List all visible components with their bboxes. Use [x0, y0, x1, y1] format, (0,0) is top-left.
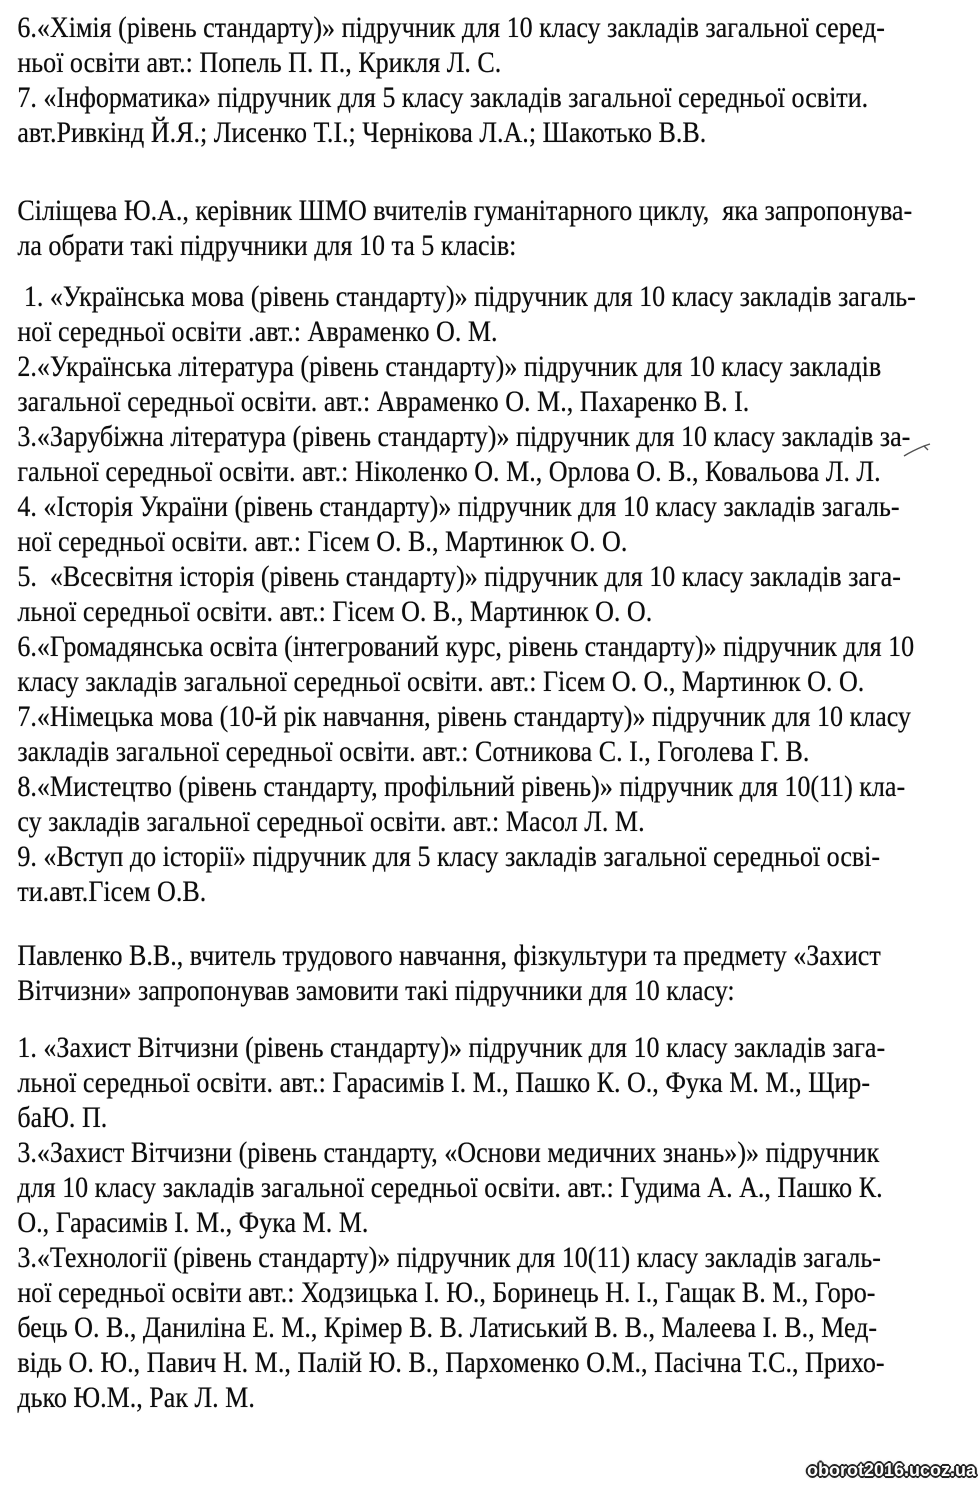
list-line: 8.«Мистецтво (рівень стандарту, профільний рівень)» підручник для 10(11) кла-	[17, 770, 906, 803]
list-line: О., Гарасимів І. М., Фука М. М.	[17, 1206, 369, 1239]
section-textbook-list-defense	[17, 1030, 978, 1415]
section-textbook-list-top	[17, 10, 978, 150]
list-line: 9. «Вступ до історії» підручник для 5 класу закладів загальної середньої осві-	[17, 840, 881, 873]
watermark-text: oborot2016.ucoz.ua	[806, 1460, 976, 1480]
list-line: ти.авт.Гісем О.В.	[17, 875, 207, 908]
list-line: ної середньої освіти. авт.: Гісем О. В., Мартинюк О. О.	[17, 525, 628, 558]
list-line: 3.«Технології (рівень стандарту)» підручник для 10(11) класу закладів загаль-	[17, 1241, 881, 1274]
list-line: 6.«Хімія (рівень стандарту)» підручник для 10 класу закладів загальної серед-	[17, 11, 885, 44]
list-line: 3.«Захист Вітчизни (рівень стандарту, «Основи медичних знань»)» підручник	[17, 1136, 880, 1169]
paragraph-line: Вітчизни» запропонував замовити такі підручники для 10 класу:	[17, 974, 735, 1007]
list-line: ної середньої освіти .авт.: Авраменко О. М.	[17, 315, 498, 348]
list-line: закладів загальної середньої освіти. авт.: Сотникова С. І., Гоголева Г. В.	[17, 735, 810, 768]
list-line: 6.«Громадянська освіта (інтегрований курс, рівень стандарту)» підручник для 10	[17, 630, 915, 663]
pen-mark-icon	[903, 443, 933, 459]
list-line: льної середньої освіти. авт.: Гісем О. В., Мартинюк О. О.	[17, 595, 653, 628]
list-line: 1. «Українська мова (рівень стандарту)» підручник для 10 класу закладів загаль-	[17, 280, 916, 313]
list-line: відь О. Ю., Павич Н. М., Палій Ю. В., Пархоменко О.М., Пасічна Т.С., Прихо-	[17, 1346, 885, 1379]
list-line: 4. «Історія України (рівень стандарту)» підручник для 10 класу закладів загаль-	[17, 490, 900, 523]
paragraph-line: ла обрати такі підручники для 10 та 5 класів:	[17, 229, 517, 262]
section-paragraph-pavlenko	[17, 938, 978, 1008]
list-line: дько Ю.М., Рак Л. М.	[17, 1381, 255, 1414]
list-line: 7. «Інформатика» підручник для 5 класу закладів загальної середньої освіти.	[17, 81, 869, 114]
list-line: 1. «Захист Вітчизни (рівень стандарту)» підручник для 10 класу закладів зага-	[17, 1031, 886, 1064]
paragraph-line: Павленко В.В., вчитель трудового навчання, фізкультури та предмету «Захист	[17, 939, 881, 972]
list-line: загальної середньої освіти. авт.: Авраменко О. М., Пахаренко В. І.	[17, 385, 750, 418]
section-paragraph-silishcheva	[17, 193, 978, 263]
list-line: 5. «Всесвітня історія (рівень стандарту)» підручник для 10 класу закладів зага-	[17, 560, 901, 593]
list-line: су закладів загальної середньої освіти. авт.: Масол Л. М.	[17, 805, 645, 838]
list-line: гальної середньої освіти. авт.: Ніколенко О. М., Орлова О. В., Ковальова Л. Л.	[17, 455, 881, 488]
list-line: 3.«Зарубіжна література (рівень стандарту)» підручник для 10 класу закладів за-	[17, 420, 911, 453]
paragraph-line: Сіліщева Ю.А., керівник ШМО вчителів гуманітарного циклу, яка запропонува-	[17, 194, 913, 227]
list-line: бець О. В., Даниліна Е. М., Крімер В. В. Латиський В. В., Малеева І. В., Мед-	[17, 1311, 878, 1344]
list-line: авт.Ривкінд Й.Я.; Лисенко Т.І.; Чернікова Л.А.; Шакотько В.В.	[17, 116, 707, 149]
list-line: класу закладів загальної середньої освіти. авт.: Гісем О. О., Мартинюк О. О.	[17, 665, 865, 698]
list-line: для 10 класу закладів загальної середньої освіти. авт.: Гудима А. А., Пашко К.	[17, 1171, 883, 1204]
list-line: льної середньої освіти. авт.: Гарасимів І. М., Пашко К. О., Фука М. М., Щир-	[17, 1066, 870, 1099]
section-textbook-list-humanities	[17, 279, 978, 909]
list-line: 2.«Українська література (рівень стандарту)» підручник для 10 класу закладів	[17, 350, 882, 383]
list-line: баЮ. П.	[17, 1101, 108, 1134]
list-line: ньої освіти авт.: Попель П. П., Крикля Л. С.	[17, 46, 502, 79]
list-line: 7.«Німецька мова (10-й рік навчання, рівень стандарту)» підручник для 10 класу	[17, 700, 911, 733]
list-line: ної середньої освіти авт.: Ходзицька І. Ю., Боринець Н. І., Гащак В. М., Горо-	[17, 1276, 876, 1309]
